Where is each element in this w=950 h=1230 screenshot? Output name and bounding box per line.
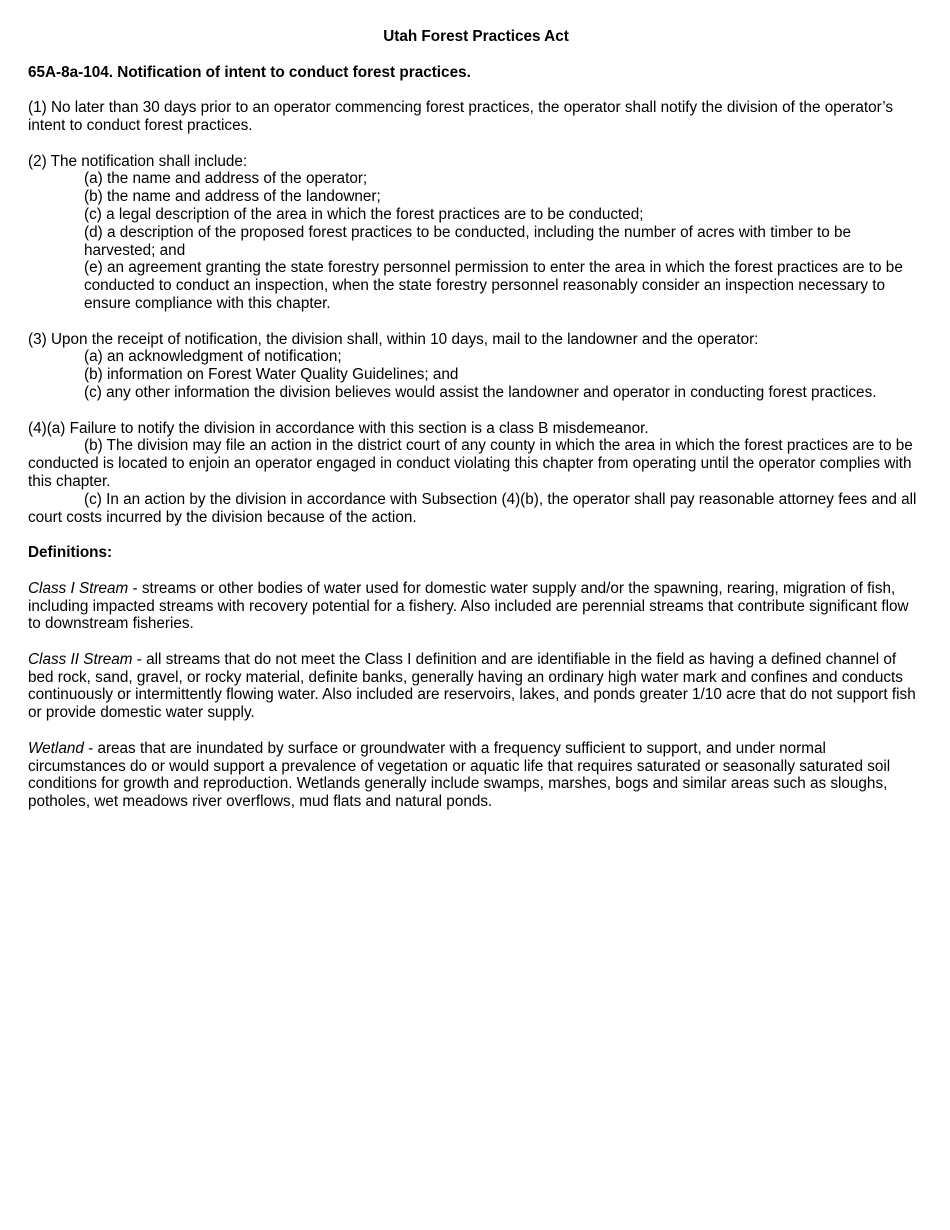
definition-term: Class II Stream — [28, 650, 133, 668]
paragraph-2-item-a: (a) the name and address of the operator; — [84, 170, 368, 188]
paragraph-4-c: (c) In an action by the division in accordance with Subsection (4)(b), the operator shall pay reasonable attorney fees and all court costs incurred by the division because of the action. — [28, 490, 917, 526]
definition-text: - streams or other bodies of water used for domestic water supply and/or the spawning, rearing, migration of fish, including impacted streams with recovery potential for a fishery. Also included are perennial streams that contribute significant flow to downstream fisheries. — [28, 579, 909, 633]
definition-text: - all streams that do not meet the Class I definition and are identifiable in the field as having a defined channel of bed rock, sand, gravel, or rocky material, definite banks, generally having an ordinary high water mark and confines and conducts continuously or intermittently flowing water. Also included are reservoirs, lakes, and ponds greater 1/10 acre that do not support fish or provide domestic water supply. — [28, 650, 916, 722]
definition-wetland — [28, 740, 924, 811]
definition-class-i-stream — [28, 580, 924, 633]
definitions-heading: Definitions: — [28, 544, 113, 562]
section-heading: 65A-8a-104. Notification of intent to conduct forest practices. — [28, 63, 471, 81]
paragraph-3-item-a: (a) an acknowledgment of notification; — [84, 348, 342, 366]
paragraph-4 — [28, 420, 924, 527]
paragraph-3-intro: (3) Upon the receipt of notification, the division shall, within 10 days, mail to the landowner and the operator: — [28, 330, 759, 348]
paragraph-2-item-b: (b) the name and address of the landowner; — [84, 188, 381, 206]
definition-class-ii-stream — [28, 651, 924, 722]
paragraph-1: (1) No later than 30 days prior to an operator commencing forest practices, the operator shall notify the division of the operator’s intent to conduct forest practices. — [28, 99, 894, 134]
paragraph-2 — [28, 153, 924, 313]
paragraph-3-item-b: (b) information on Forest Water Quality Guidelines; and — [84, 366, 459, 384]
document-title: Utah Forest Practices Act — [383, 28, 569, 45]
definition-term: Class I Stream — [28, 579, 129, 597]
paragraph-2-intro: (2) The notification shall include: — [28, 152, 248, 170]
paragraph-2-item-e: (e) an agreement granting the state forestry personnel permission to enter the area in which the forest practices are to be conducted to conduct an inspection, when the state forestry personnel reasonably consider an inspection necessary to ensure compliance with this chapter. — [84, 259, 903, 312]
document-body — [28, 28, 924, 811]
paragraph-3-item-c: (c) any other information the division believes would assist the landowner and operator in conducting forest practices. — [84, 383, 877, 401]
definition-term: Wetland — [28, 739, 84, 757]
paragraph-2-item-d: (d) a description of the proposed forest practices to be conducted, including the number of acres with timber to be harvested; and — [84, 223, 851, 259]
paragraph-4-b: (b) The division may file an action in the district court of any county in which the area in which the forest practices are to be conducted is located to enjoin an operator engaged in conduct violating this chapter from operating until the operator complies with this chapter. — [28, 437, 913, 490]
definition-text: - areas that are inundated by surface or groundwater with a frequency sufficient to support, and under normal circumstances do or would support a prevalence of vegetation or aquatic life that requires saturated or seasonally saturated soil conditions for growth and reproduction. Wetlands generally include swamps, marshes, bogs and similar areas such as sloughs, potholes, wet meadows river overflows, mud flats and natural ponds. — [28, 739, 891, 811]
paragraph-4-a: (4)(a) Failure to notify the division in accordance with this section is a class B misdemeanor. — [28, 419, 649, 437]
paragraph-3 — [28, 331, 924, 402]
paragraph-2-item-c: (c) a legal description of the area in which the forest practices are to be conducted; — [84, 205, 644, 223]
